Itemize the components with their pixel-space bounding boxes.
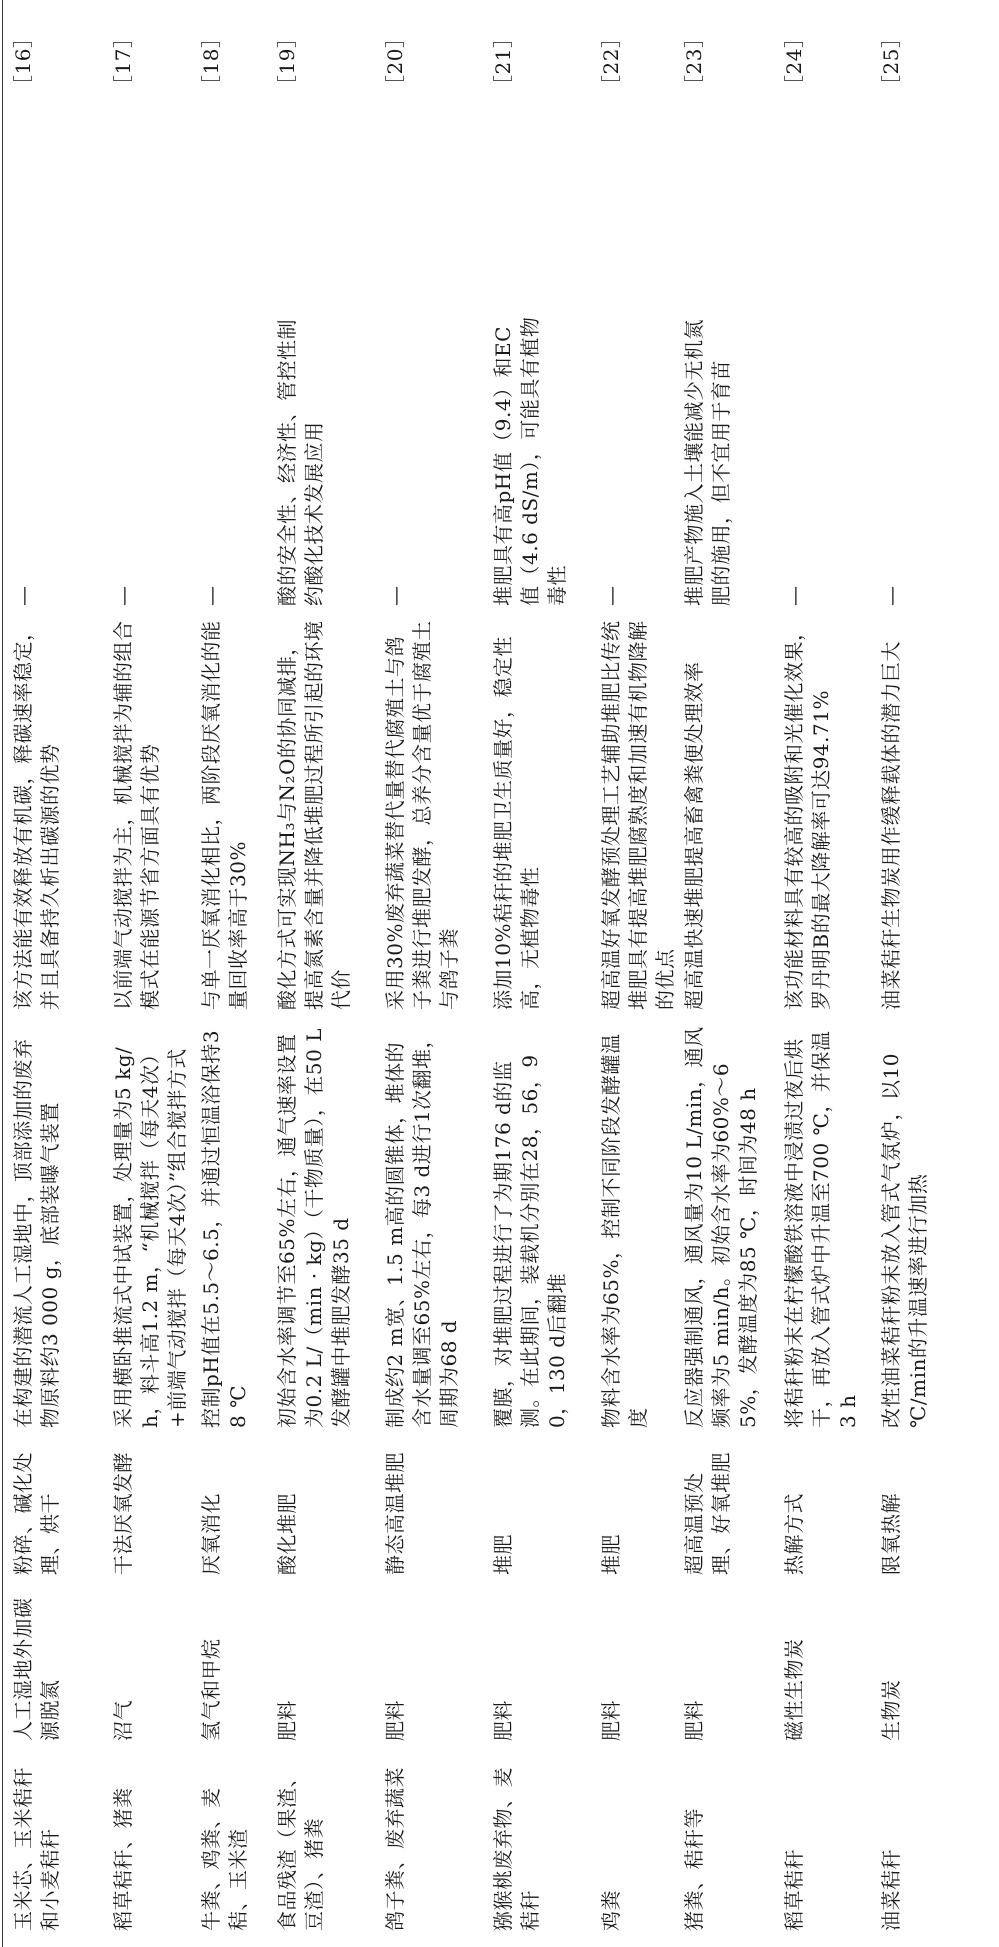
cell-problem: 堆肥具有高pH值（9.4）和EC值（4.6 dS/m），可能具有植物毒性 bbox=[491, 316, 569, 606]
cell-material: 鸡粪 bbox=[599, 1890, 623, 1931]
cell-conditions: 反应器强制通风，通风量为10 L/min，通风频率为5 min/h。初始含水率为60%～65%，发酵温度为85 ℃，时间为48 h bbox=[682, 1026, 760, 1428]
cell-product: 生物炭 bbox=[879, 1679, 903, 1741]
cell-material: 牛粪、鸡粪、麦秸、玉米渣 bbox=[199, 1787, 250, 1931]
cell-product: 人工湿地外加碳源脱氮 bbox=[11, 1597, 62, 1741]
table-row bbox=[872, 0, 999, 1947]
cell-product: 肥料 bbox=[491, 1700, 515, 1741]
cell-conditions: 在构建的潜流人工湿地中，顶部添加的废弃物原料约3 000 g，底部装曝气装置 bbox=[11, 1038, 62, 1428]
table-row bbox=[192, 0, 268, 1947]
cell-reference: ［19］ bbox=[275, 27, 299, 95]
table-row bbox=[775, 0, 872, 1947]
cell-method: 超高温预处理、好氧堆肥 bbox=[682, 1452, 733, 1575]
table-row bbox=[268, 0, 376, 1947]
cell-material: 猕猴桃废弃物、麦秸秆 bbox=[491, 1767, 542, 1931]
cell-reference: ［16］ bbox=[11, 27, 35, 95]
cell-method: 限氧热解 bbox=[879, 1493, 903, 1575]
table-row bbox=[484, 0, 592, 1947]
cell-method: 堆肥 bbox=[599, 1534, 623, 1575]
table-row bbox=[675, 0, 775, 1947]
cell-method: 厌氧消化 bbox=[199, 1493, 223, 1575]
cell-method: 酸化堆肥 bbox=[275, 1493, 299, 1575]
cell-reference: ［18］ bbox=[199, 27, 223, 95]
table-row bbox=[592, 0, 675, 1947]
cell-product: 肥料 bbox=[682, 1700, 706, 1741]
cell-method: 粉碎、碱化处理、烘干 bbox=[11, 1452, 62, 1575]
cell-product: 磁性生物炭 bbox=[782, 1638, 806, 1741]
cell-effect: 与单一厌氧消化相比，两阶段厌氧消化的能量回收率高于30% bbox=[199, 620, 250, 1010]
cell-conditions: 初始含水率调节至65%左右，通气速率设置为0.2 L/（min · kg）（干物质量），在50 L发酵罐中堆肥发酵35 d bbox=[275, 1027, 353, 1428]
cell-product: 沼气 bbox=[111, 1700, 135, 1741]
cell-problem: — bbox=[599, 585, 623, 606]
cell-reference: ［25］ bbox=[879, 27, 903, 95]
cell-effect: 添加10%秸秆的堆肥卫生质量好，稳定性高，无植物毒性 bbox=[491, 636, 542, 1010]
cell-problem: — bbox=[111, 585, 135, 606]
cell-material: 油菜秸秆 bbox=[879, 1849, 903, 1931]
cell-conditions: 控制pH值在5.5～6.5，并通过恒温浴保持38 ℃ bbox=[199, 1029, 250, 1428]
cell-material: 玉米芯、玉米秸秆和小麦秸秆 bbox=[11, 1767, 62, 1931]
cell-problem: — bbox=[11, 585, 35, 606]
cell-reference: ［21］ bbox=[491, 27, 515, 95]
cell-effect: 超高温好氧发酵预处理工艺辅助堆肥比传统堆肥具有提高堆肥腐熟度和加速有机物降解的优点 bbox=[599, 620, 677, 1010]
cell-effect: 油菜秸秆生物炭用作缓释载体的潜力巨大 bbox=[879, 641, 903, 1010]
cell-method: 热解方式 bbox=[782, 1493, 806, 1575]
cell-reference: ［24］ bbox=[782, 27, 806, 95]
cell-conditions: 制成约2 m宽、1.5 m高的圆锥体，堆体的含水量调至65%左右，每3 d进行1次翻堆，周期为68 d bbox=[383, 1027, 461, 1428]
cell-conditions: 改性油菜秸秆粉末放入管式气氛炉，以10 ℃/min的升温速率进行加热 bbox=[879, 1053, 930, 1428]
table-row bbox=[376, 0, 484, 1947]
cell-method: 干法厌氧发酵 bbox=[111, 1452, 135, 1575]
cell-product: 肥料 bbox=[383, 1700, 407, 1741]
table-row bbox=[104, 0, 192, 1947]
cell-problem: — bbox=[782, 585, 806, 606]
cell-conditions: 将秸秆粉末在柠檬酸铁溶液中浸渍过夜后烘干，再放入管式炉中升温至700 ℃，并保温3 h bbox=[782, 1030, 860, 1428]
cell-effect: 该方法能有效释放有机碳，释碳速率稳定，并且具备持久析出碳源的优势 bbox=[11, 620, 62, 1010]
cell-material: 稻草秸秆 bbox=[782, 1849, 806, 1931]
cell-material: 稻草秸秆、猪粪 bbox=[111, 1787, 135, 1931]
cell-effect: 该功能材料具有较高的吸附和光催化效果，罗丹明B的最大降解率可达94.71% bbox=[782, 620, 833, 1010]
table-row bbox=[4, 0, 104, 1947]
cell-conditions: 采用横卧推流式中试装置，处理量为5 kg/h，料斗高1.2 m，“机械搅拌（每天4次）+前端气动搅拌（每天4次）”组合搅拌方式 bbox=[111, 1044, 189, 1428]
cell-reference: ［22］ bbox=[599, 27, 623, 95]
cell-problem: — bbox=[879, 585, 903, 606]
cell-method: 静态高温堆肥 bbox=[383, 1452, 407, 1575]
cell-problem: 酸的安全性、经济性、管控性制约酸化技术发展应用 bbox=[275, 319, 326, 606]
cell-material: 猪粪、秸秆等 bbox=[682, 1808, 706, 1931]
cell-effect: 超高温快速堆肥提高畜禽粪便处理效率 bbox=[682, 661, 706, 1010]
cell-effect: 采用30%废弃蔬菜替代量替代腐殖土与鸽子粪进行堆肥发酵，总养分含量优于腐殖土与鸽子粪 bbox=[383, 620, 461, 1010]
cell-material: 鸽子粪、废弃蔬菜 bbox=[383, 1767, 407, 1931]
cell-problem: — bbox=[199, 585, 223, 606]
cell-reference: ［20］ bbox=[383, 27, 407, 95]
cell-method: 堆肥 bbox=[491, 1534, 515, 1575]
cell-product: 肥料 bbox=[599, 1700, 623, 1741]
cell-reference: ［23］ bbox=[682, 27, 706, 95]
cell-problem: 堆肥产物施入土壤能减少无机氮肥的施用，但不宜用于育苗 bbox=[682, 319, 733, 606]
cell-conditions: 物料含水率为65%，控制不同阶段发酵罐温度 bbox=[599, 1033, 650, 1428]
cell-product: 氢气和甲烷 bbox=[199, 1638, 223, 1741]
cell-problem: — bbox=[383, 585, 407, 606]
cell-conditions: 覆膜，对堆肥过程进行了为期176 d的监测。在此期间，装载机分别在28，56，90，130 d后翻堆 bbox=[491, 1054, 569, 1428]
cell-material: 食品残渣（果渣、豆渣）、猪粪 bbox=[275, 1767, 326, 1931]
cell-product: 肥料 bbox=[275, 1700, 299, 1741]
cell-effect: 酸化方式可实现NH₃与N₂O的协同减排，提高氮素含量并降低堆肥过程所引起的环境代价 bbox=[275, 620, 353, 1010]
cell-effect: 以前端气动搅拌为主，机械搅拌为辅的组合模式在能源节省方面具有优势 bbox=[111, 620, 162, 1010]
cell-reference: ［17］ bbox=[111, 27, 135, 95]
